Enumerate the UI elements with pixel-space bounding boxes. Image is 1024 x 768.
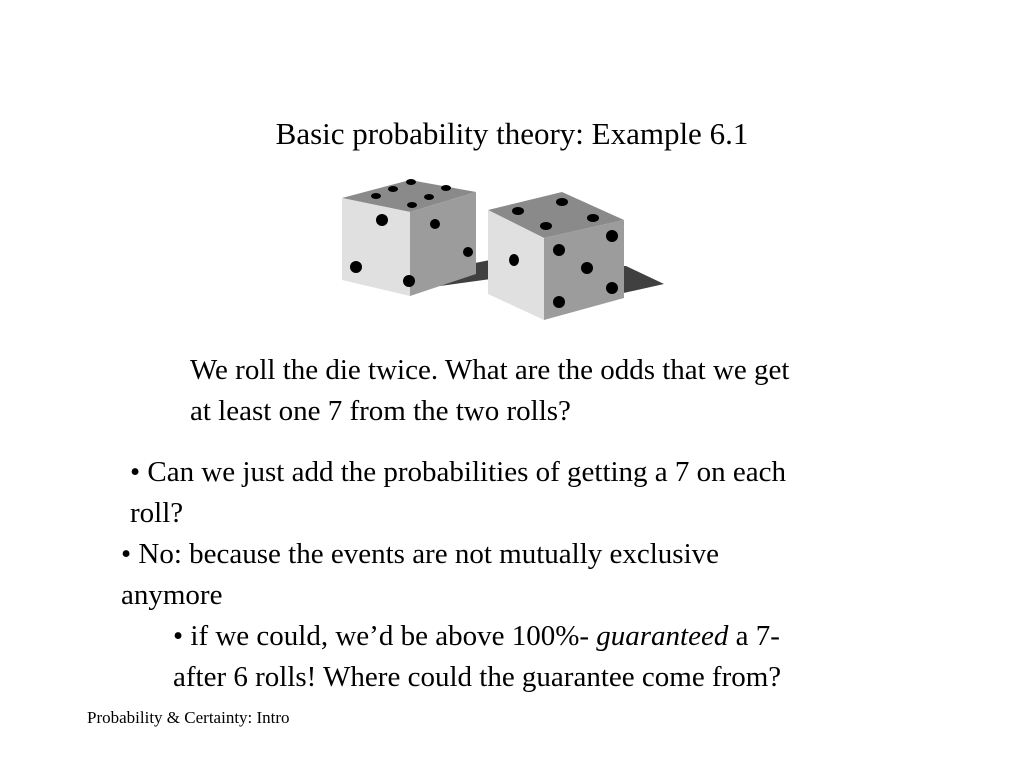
emphasis-text: guaranteed xyxy=(596,620,729,652)
bullet-not-mutually-exclusive xyxy=(121,534,719,616)
left-die xyxy=(342,179,476,296)
pip xyxy=(350,261,362,273)
bullet-add-probabilities xyxy=(130,452,786,534)
bullet-line: anymore xyxy=(121,579,223,611)
question-line: at least one 7 from the two rolls? xyxy=(190,395,571,427)
pip xyxy=(509,254,519,266)
pip xyxy=(581,262,593,274)
bullet-line: • No: because the events are not mutually exclusive xyxy=(121,538,720,570)
pip xyxy=(606,230,618,242)
bullet-text: a 7- xyxy=(728,620,780,652)
pip xyxy=(388,186,398,192)
pip xyxy=(371,193,381,199)
pip xyxy=(606,282,618,294)
pip xyxy=(553,296,565,308)
question-text xyxy=(190,350,930,432)
pip xyxy=(512,207,524,215)
slide-title: Basic probability theory: Example 6.1 xyxy=(275,116,749,151)
pip xyxy=(587,214,599,222)
bullet-guarantee xyxy=(173,616,781,698)
right-die xyxy=(488,192,624,320)
pip xyxy=(553,244,565,256)
pip xyxy=(463,247,473,257)
pip xyxy=(406,179,416,185)
slide-footer: Probability & Certainty: Intro xyxy=(87,708,290,727)
pip xyxy=(441,185,451,191)
bullet-line: after 6 rolls! Where could the guarantee come from? xyxy=(173,661,782,693)
pip xyxy=(540,222,552,230)
question-line: We roll the die twice. What are the odds that we get xyxy=(190,354,790,386)
pip xyxy=(403,275,415,287)
die-front-face xyxy=(342,198,410,296)
pip xyxy=(407,202,417,208)
pip xyxy=(430,219,440,229)
pip xyxy=(556,198,568,206)
bullet-line: • Can we just add the probabilities of getting a 7 on each xyxy=(130,456,787,488)
pip xyxy=(424,194,434,200)
dice-icon xyxy=(330,168,670,328)
pip xyxy=(376,214,388,226)
bullet-line: roll? xyxy=(130,497,184,529)
bullet-text: • if we could, we’d be above 100%- xyxy=(173,620,597,652)
bullet-line xyxy=(173,616,781,657)
